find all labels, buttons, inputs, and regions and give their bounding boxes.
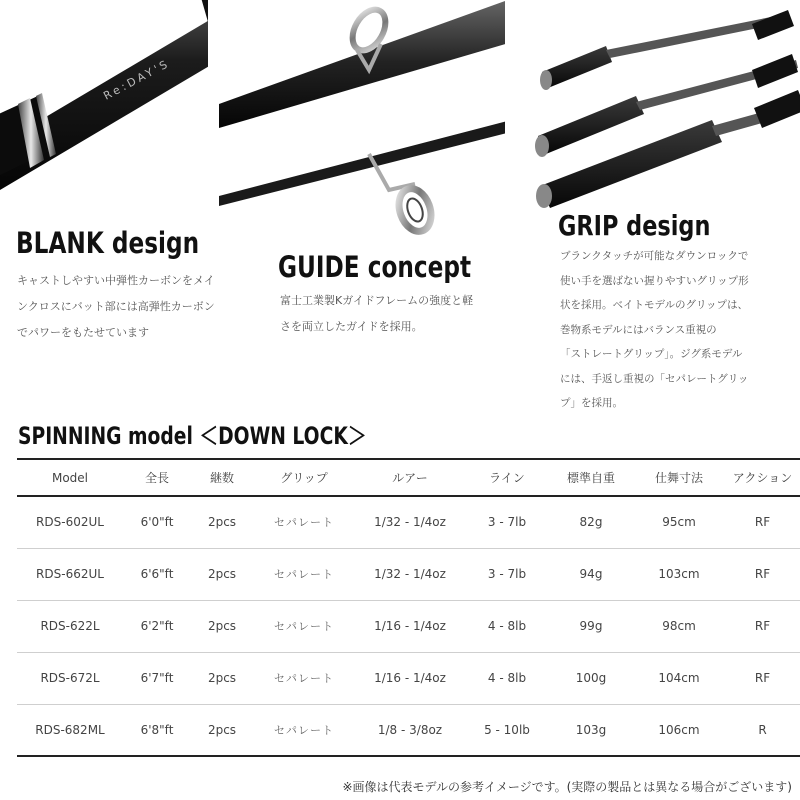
disclaimer-footnote: ※画像は代表モデルの参考イメージです。(実際の製品とは異なる場合がございます) [342, 780, 792, 794]
cell-closed-length: 104cm [633, 652, 725, 704]
guide-line: さを両立したガイドを採用。 [280, 320, 423, 333]
cell-line: 5 - 10lb [465, 704, 549, 756]
grip-line: ブランクタッチが可能なダウンロックで [560, 250, 749, 262]
col-header: Model [17, 459, 123, 496]
col-header: ルアー [355, 459, 465, 496]
blank-line: キャストしやすい中弾性カーボンをメイ [17, 274, 215, 287]
cell-closed-length: 95cm [633, 496, 725, 548]
cell-weight: 82g [549, 496, 633, 548]
cell-model: RDS-662UL [17, 548, 123, 600]
cell-action: RF [725, 600, 800, 652]
col-header: 継数 [191, 459, 253, 496]
blank-line: ンクロスにバット部には高弾性カーボン [17, 300, 215, 313]
cell-length: 6'6"ft [123, 548, 191, 600]
blank-design-text [17, 268, 215, 346]
cell-action: R [725, 704, 800, 756]
cell-line: 3 - 7lb [465, 548, 549, 600]
cell-weight: 94g [549, 548, 633, 600]
cell-line: 4 - 8lb [465, 600, 549, 652]
grip-line: 巻物系モデルにはバランス重視の [560, 323, 717, 336]
cell-line: 4 - 8lb [465, 652, 549, 704]
guide-concept-text [280, 288, 473, 340]
cell-lure: 1/32 - 1/4oz [355, 548, 465, 600]
spec-table-title: SPINNING model ＜DOWN LOCK＞ [18, 422, 367, 450]
cell-length: 6'7"ft [123, 652, 191, 704]
grip-photo [516, 0, 800, 210]
cell-action: RF [725, 652, 800, 704]
cell-weight: 100g [549, 652, 633, 704]
grip-design-text [560, 244, 749, 416]
guide-line: 富士工業製Kガイドフレームの強度と軽 [280, 294, 474, 307]
grip-line: 状を採用。ベイトモデルのグリップは、 [560, 299, 749, 311]
cell-length: 6'8"ft [123, 704, 191, 756]
cell-lure: 1/16 - 1/4oz [355, 600, 465, 652]
cell-pieces: 2pcs [191, 652, 253, 704]
col-header: 標準自重 [549, 459, 633, 496]
grip-line: プ」を採用。 [560, 397, 623, 409]
cell-closed-length: 106cm [633, 704, 725, 756]
cell-model: RDS-672L [17, 652, 123, 704]
cell-grip: セパレート [253, 496, 355, 548]
cell-lure: 1/8 - 3/8oz [355, 704, 465, 756]
cell-action: RF [725, 496, 800, 548]
cell-pieces: 2pcs [191, 704, 253, 756]
table-row [17, 704, 800, 756]
cell-action: RF [725, 548, 800, 600]
cell-pieces: 2pcs [191, 548, 253, 600]
cell-line: 3 - 7lb [465, 496, 549, 548]
table-row [17, 600, 800, 652]
cell-closed-length: 103cm [633, 548, 725, 600]
cell-model: RDS-602UL [17, 496, 123, 548]
cell-pieces: 2pcs [191, 600, 253, 652]
cell-grip: セパレート [253, 600, 355, 652]
spec-table [17, 458, 800, 757]
cell-length: 6'0"ft [123, 496, 191, 548]
table-row [17, 496, 800, 548]
cell-grip: セパレート [253, 548, 355, 600]
blank-logo-text: Re:DAY'S [101, 56, 173, 103]
grip-line: には、手返し重視の「セパレートグリッ [560, 372, 749, 385]
col-header: グリップ [253, 459, 355, 496]
grip-line: 「ストレートグリップ」。ジグ系モデル [560, 348, 743, 360]
grip-design-title: GRIP design [558, 209, 711, 242]
cell-weight: 103g [549, 704, 633, 756]
guide-concept-title: GUIDE concept [278, 250, 472, 284]
cell-grip: セパレート [253, 704, 355, 756]
col-header: 全長 [123, 459, 191, 496]
cell-pieces: 2pcs [191, 496, 253, 548]
cell-closed-length: 98cm [633, 600, 725, 652]
table-row [17, 548, 800, 600]
cell-model: RDS-682ML [17, 704, 123, 756]
cell-weight: 99g [549, 600, 633, 652]
table-row [17, 652, 800, 704]
blank-photo [0, 0, 208, 200]
blank-line: でパワーをもたせています [17, 326, 149, 339]
guide-photo [219, 0, 505, 236]
blank-design-title: BLANK design [16, 226, 200, 260]
cell-model: RDS-622L [17, 600, 123, 652]
col-header: アクション [725, 459, 800, 496]
spec-header-row [17, 459, 800, 496]
cell-grip: セパレート [253, 652, 355, 704]
grip-line: 使い手を選ばない握りやすいグリップ形 [560, 274, 749, 287]
cell-length: 6'2"ft [123, 600, 191, 652]
cell-lure: 1/16 - 1/4oz [355, 652, 465, 704]
col-header: ライン [465, 459, 549, 496]
col-header: 仕舞寸法 [633, 459, 725, 496]
cell-lure: 1/32 - 1/4oz [355, 496, 465, 548]
